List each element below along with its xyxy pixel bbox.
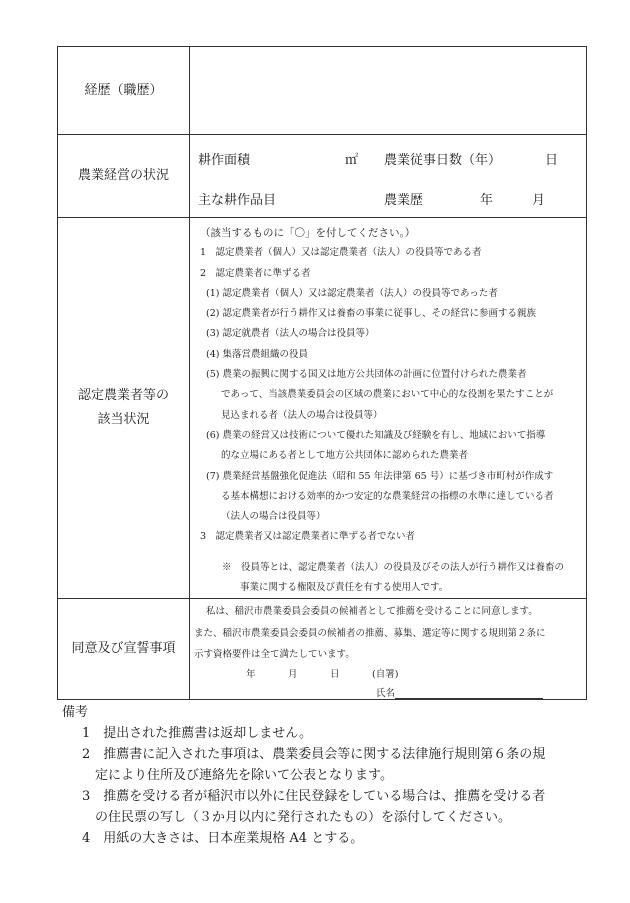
history-label: 農業歴	[384, 193, 424, 208]
status-note-line2: 事業に関する権限及び責任を有する使用人です。	[240, 581, 449, 593]
status-option-line: 的な立場にある者として地方公共団体に認められた農業者	[221, 450, 469, 462]
status-options	[200, 243, 576, 547]
signature-field[interactable]	[376, 685, 543, 699]
remarks-item: 3 推薦を受ける者が稲沢市以外に住民登録をしている場合は、推薦を受ける者	[82, 789, 546, 804]
area-label: 耕作面積	[198, 153, 251, 168]
history-months-unit: 月	[532, 193, 546, 208]
history-years-unit: 年	[480, 193, 494, 208]
career-label-cell	[58, 47, 190, 135]
status-content-cell	[190, 218, 587, 599]
consent-content-cell	[190, 598, 587, 699]
career-input-cell[interactable]	[190, 47, 587, 135]
status-instruction: （該当するものに「〇」を付してください。）	[200, 227, 416, 239]
status-label-line2: 該当状況	[97, 411, 150, 427]
status-option-line: であって、当該農業委員会の区域の農業において中心的な役割を果たすことが	[221, 389, 554, 401]
status-label-cell	[58, 218, 190, 599]
date-day-label: 日	[330, 668, 340, 680]
status-option-line: (4) 集落営農組織の役員	[206, 348, 308, 360]
name-label: 氏名	[376, 687, 396, 699]
consent-label: 同意及び宣誓事項	[71, 640, 176, 656]
days-label: 農業従事日数（年）	[384, 153, 502, 168]
consent-label-cell	[58, 598, 190, 699]
remarks-item: の住民票の写し（３か月以内に発行されたもの）を添付してください。	[82, 810, 512, 825]
autograph-note: (自署)	[372, 668, 399, 680]
consent-row	[58, 598, 587, 699]
status-option-line: (7) 農業経営基盤強化促進法（昭和 55 年法律第 65 号）に基づき市町村が作成す	[206, 470, 554, 482]
remarks-item: 定により住所及び連絡先を除いて公表となります。	[82, 768, 393, 783]
status-row	[58, 218, 587, 599]
status-option-line: る基本構想における効率的かつ安定的な農業経営の指標の水準に達している者	[221, 490, 554, 502]
farming-label-cell	[58, 135, 190, 218]
date-month-label: 月	[288, 668, 298, 680]
remarks-item: 4 用紙の大きさは、日本産業規格 A4 とする。	[82, 831, 364, 846]
status-option-line: (6) 農業の経営又は技術について優れた知識及び経験を有し、地域において指導	[206, 429, 546, 441]
signature-line[interactable]	[395, 688, 543, 699]
career-label: 経歴（職歴）	[84, 82, 163, 98]
remarks-list	[62, 721, 602, 849]
crops-label: 主な耕作品目	[198, 193, 277, 208]
remarks-heading: 備考	[62, 705, 89, 720]
status-option-line: (3) 認定就農者（法人の場合は役員等）	[206, 328, 375, 340]
status-option-line: 見込まれる者（法人の場合は役員等）	[221, 409, 383, 421]
days-unit: 日	[545, 153, 559, 168]
consent-line3: 示す資格要件は全て満たしています。	[194, 648, 355, 660]
consent-line2: また、稲沢市農業委員会委員の候補者の推薦、募集、選定等に関する規則第２条に	[194, 627, 546, 639]
remarks-item: 2 推薦書に記入された事項は、農業委員会等に関する法律施行規則第６条の規	[82, 747, 546, 762]
farming-row	[58, 135, 587, 218]
farming-label: 農業経営の状況	[77, 168, 169, 183]
status-option-line: (2) 認定農業者が行う耕作又は養畜の事業に従事し、その経営に参画する親族	[206, 308, 536, 320]
career-row	[58, 47, 587, 135]
consent-line1: 私は、稲沢市農業委員会委員の候補者として推薦を受けることに同意します。	[206, 605, 538, 617]
status-label-line1: 認定農業者等の	[77, 387, 169, 403]
status-option-line: 3 認定農業者又は認定農業者に準ずる者でない者	[200, 531, 416, 543]
farming-fields	[190, 135, 586, 217]
status-option-line: (1) 認定農業者（個人）又は認定農業者（法人）の役員等であった者	[206, 287, 498, 299]
farming-input-cell	[190, 135, 587, 218]
status-option-line: 1 認定農業者（個人）又は認定農業者（法人）の役員等である者	[200, 247, 482, 259]
date-year-label: 年	[246, 668, 256, 680]
consent-content	[190, 599, 586, 699]
status-content	[190, 218, 586, 598]
area-unit: ㎡	[345, 153, 359, 168]
status-option-line: (5) 農業の振興に関する国又は地方公共団体の計画に位置付けられた農業者	[206, 369, 527, 381]
status-option-line: 2 認定農業者に準ずる者	[200, 267, 311, 279]
recommendation-form-table	[57, 46, 587, 700]
remarks-section	[62, 705, 602, 849]
status-note-line1: ※ 役員等とは、認定農業者（法人）の役員及びその法人が行う耕作又は養畜の	[222, 561, 565, 573]
status-option-line: （法人の場合は役員等）	[221, 511, 326, 523]
remarks-item: 1 提出された推薦書は返却しません。	[82, 726, 313, 741]
